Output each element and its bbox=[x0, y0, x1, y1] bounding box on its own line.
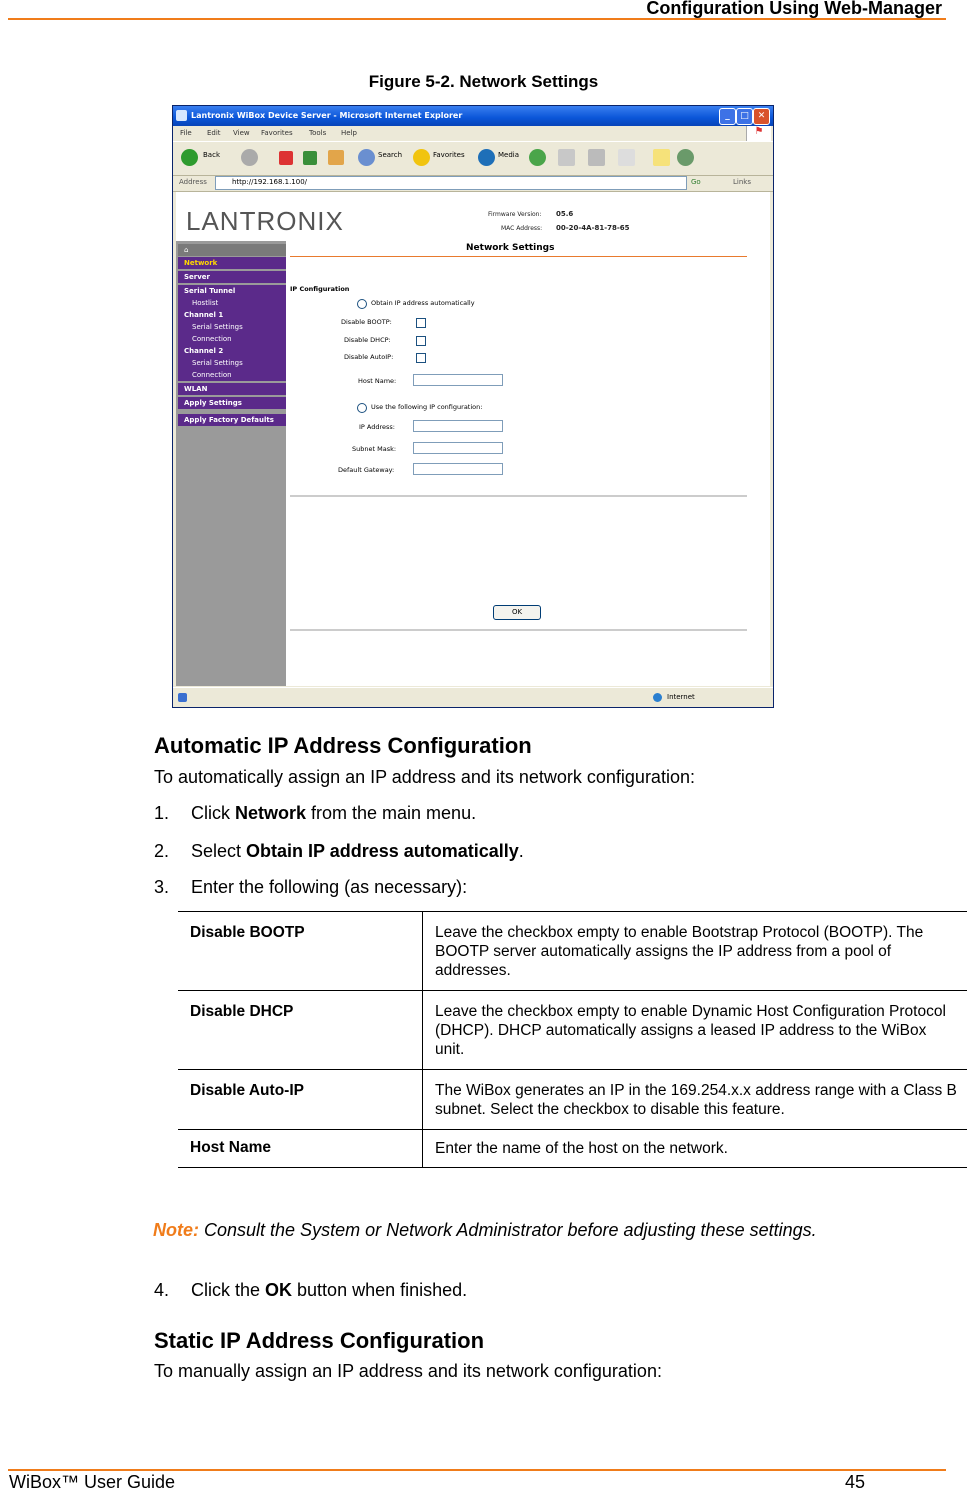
windows-flag-icon: ⚑ bbox=[746, 126, 771, 141]
gateway-input[interactable] bbox=[413, 463, 503, 475]
refresh-icon[interactable] bbox=[303, 151, 317, 165]
media-label[interactable]: Media bbox=[498, 151, 519, 159]
firmware-label: Firmware Version: bbox=[488, 211, 542, 218]
row-desc: Leave the checkbox empty to enable Bootstrap Protocol (BOOTP). The BOOTP server automatically assigns the IP address from a pool of addresses. bbox=[423, 912, 967, 991]
page-number: 45 bbox=[845, 1472, 865, 1493]
menu-c2-serial[interactable]: Serial Settings bbox=[178, 357, 286, 369]
step-3: 3. Enter the following (as necessary): bbox=[154, 877, 854, 899]
browser-titlebar bbox=[173, 106, 773, 126]
search-label[interactable]: Search bbox=[378, 151, 402, 159]
maximize-icon[interactable]: □ bbox=[736, 108, 753, 125]
menu-channel1[interactable]: Channel 1 bbox=[178, 309, 286, 321]
address-bar bbox=[173, 175, 773, 192]
header-rule bbox=[8, 18, 946, 20]
favorites-label[interactable]: Favorites bbox=[433, 151, 465, 159]
auto-ip-label: Obtain IP address automatically bbox=[371, 299, 475, 307]
home-icon[interactable] bbox=[328, 150, 344, 165]
table-row bbox=[178, 991, 967, 1070]
minimize-icon[interactable]: _ bbox=[719, 108, 736, 125]
menu-view[interactable]: View bbox=[233, 129, 250, 137]
mac-label: MAC Address: bbox=[501, 225, 542, 232]
bottom-divider bbox=[290, 629, 747, 631]
stop-icon[interactable] bbox=[279, 151, 293, 165]
menu-apply-settings[interactable]: Apply Settings bbox=[178, 397, 286, 409]
row-key: Disable BOOTP bbox=[178, 912, 423, 991]
running-header: Configuration Using Web-Manager bbox=[646, 0, 942, 19]
discuss-icon[interactable] bbox=[653, 149, 670, 166]
static-heading: Static IP Address Configuration bbox=[154, 1328, 484, 1354]
ip-address-label: IP Address: bbox=[359, 423, 395, 431]
row-key: Disable Auto-IP bbox=[178, 1070, 423, 1130]
table-row bbox=[178, 912, 967, 991]
form-divider bbox=[290, 495, 747, 497]
menu-c1-serial[interactable]: Serial Settings bbox=[178, 321, 286, 333]
subnet-mask-label: Subnet Mask: bbox=[352, 445, 396, 453]
row-key: Host Name bbox=[178, 1130, 423, 1168]
dhcp-checkbox[interactable] bbox=[416, 336, 426, 346]
favorites-icon[interactable] bbox=[413, 149, 430, 166]
row-desc: The WiBox generates an IP in the 169.254.x.x address range with a Class B subnet. Select the checkbox to disable this feature. bbox=[423, 1070, 967, 1130]
manual-ip-radio[interactable] bbox=[357, 403, 367, 413]
firmware-value: 05.6 bbox=[556, 210, 573, 218]
messenger-icon[interactable] bbox=[677, 149, 694, 166]
page-content bbox=[176, 192, 770, 686]
search-icon[interactable] bbox=[358, 149, 375, 166]
network-settings-title: Network Settings bbox=[466, 243, 554, 253]
menu-c1-connection[interactable]: Connection bbox=[178, 333, 286, 345]
row-desc: Enter the name of the host on the network. bbox=[423, 1130, 967, 1168]
address-input[interactable] bbox=[215, 176, 687, 190]
lantronix-logo: LANTRONIX bbox=[186, 206, 344, 237]
home-icon[interactable]: ⌂ bbox=[178, 244, 286, 256]
step-4: 4. Click the OK button when finished. bbox=[154, 1280, 854, 1302]
autoip-checkbox[interactable] bbox=[416, 353, 426, 363]
hostname-label: Host Name: bbox=[358, 377, 396, 385]
hostname-input[interactable] bbox=[413, 374, 503, 386]
note-text: Consult the System or Network Administrator before adjusting these settings. bbox=[199, 1220, 817, 1240]
media-icon[interactable] bbox=[478, 149, 495, 166]
step-2: 2. Select Obtain IP address automatically. bbox=[154, 841, 854, 863]
browser-statusbar bbox=[173, 687, 773, 708]
bootp-label: Disable BOOTP: bbox=[341, 318, 392, 326]
menu-help[interactable]: Help bbox=[341, 129, 357, 137]
static-intro: To manually assign an IP address and its network configuration: bbox=[154, 1361, 662, 1382]
print-icon[interactable] bbox=[588, 149, 605, 166]
ip-config-heading: IP Configuration bbox=[290, 285, 349, 293]
auto-heading: Automatic IP Address Configuration bbox=[154, 733, 532, 759]
back-icon[interactable] bbox=[181, 149, 198, 166]
internet-zone-icon bbox=[653, 693, 662, 702]
ie-icon bbox=[176, 110, 187, 121]
footer-title: WiBox™ User Guide bbox=[9, 1472, 175, 1493]
menu-file[interactable]: File bbox=[180, 129, 192, 137]
menu-channel2[interactable]: Channel 2 bbox=[178, 345, 286, 357]
ip-address-input[interactable] bbox=[413, 420, 503, 432]
address-label: Address bbox=[179, 178, 207, 186]
figure-caption: Figure 5-2. Network Settings bbox=[0, 72, 967, 92]
table-row bbox=[178, 1070, 967, 1130]
menu-c2-connection[interactable]: Connection bbox=[178, 369, 286, 381]
device-menu bbox=[176, 241, 286, 686]
step-1: 1. Click Network from the main menu. bbox=[154, 803, 854, 825]
browser-menubar bbox=[173, 126, 773, 140]
menu-hostlist[interactable]: Hostlist bbox=[178, 297, 286, 309]
mac-value: 00-20-4A-81-78-65 bbox=[556, 224, 630, 232]
menu-tools[interactable]: Tools bbox=[309, 129, 326, 137]
bootp-checkbox[interactable] bbox=[416, 318, 426, 328]
row-desc: Leave the checkbox empty to enable Dynamic Host Configuration Protocol (DHCP). DHCP automatically assigns a leased IP address to the WiBox unit. bbox=[423, 991, 967, 1070]
close-icon[interactable]: ✕ bbox=[753, 108, 770, 125]
browser-toolbar bbox=[173, 141, 773, 176]
menu-factory-defaults[interactable]: Apply Factory Defaults bbox=[178, 414, 286, 426]
menu-serial-tunnel[interactable]: Serial Tunnel bbox=[178, 285, 286, 297]
menu-wlan[interactable]: WLAN bbox=[178, 383, 286, 395]
note bbox=[153, 1219, 873, 1241]
table-row bbox=[178, 1130, 967, 1168]
menu-edit[interactable]: Edit bbox=[207, 129, 221, 137]
settings-table bbox=[178, 911, 967, 1168]
menu-server[interactable]: Server bbox=[178, 271, 286, 283]
back-label[interactable]: Back bbox=[203, 151, 220, 159]
url-text: http://192.168.1.100/ bbox=[232, 178, 307, 186]
title-rule bbox=[290, 256, 747, 257]
links-label[interactable]: Links bbox=[733, 178, 751, 186]
menu-favorites[interactable]: Favorites bbox=[261, 129, 293, 137]
note-label: Note: bbox=[153, 1220, 199, 1240]
auto-ip-radio[interactable] bbox=[357, 299, 367, 309]
footer-rule bbox=[8, 1469, 946, 1471]
manual-ip-label: Use the following IP configuration: bbox=[371, 403, 482, 411]
menu-network[interactable]: Network bbox=[178, 257, 286, 269]
subnet-mask-input[interactable] bbox=[413, 442, 503, 454]
go-button[interactable]: Go bbox=[691, 178, 701, 186]
gateway-label: Default Gateway: bbox=[338, 466, 394, 474]
edit-icon[interactable] bbox=[618, 149, 635, 166]
page-icon bbox=[178, 693, 187, 702]
mail-icon[interactable] bbox=[558, 149, 575, 166]
ok-button[interactable]: OK bbox=[493, 605, 541, 620]
autoip-label: Disable AutoIP: bbox=[344, 353, 393, 361]
dhcp-label: Disable DHCP: bbox=[344, 336, 391, 344]
history-icon[interactable] bbox=[529, 149, 546, 166]
status-zone: Internet bbox=[667, 693, 695, 701]
auto-intro: To automatically assign an IP address and its network configuration: bbox=[154, 767, 695, 788]
forward-icon[interactable] bbox=[241, 149, 258, 166]
browser-screenshot bbox=[172, 105, 774, 708]
row-key: Disable DHCP bbox=[178, 991, 423, 1070]
window-title: Lantronix WiBox Device Server - Microsoft Internet Explorer bbox=[191, 111, 462, 120]
